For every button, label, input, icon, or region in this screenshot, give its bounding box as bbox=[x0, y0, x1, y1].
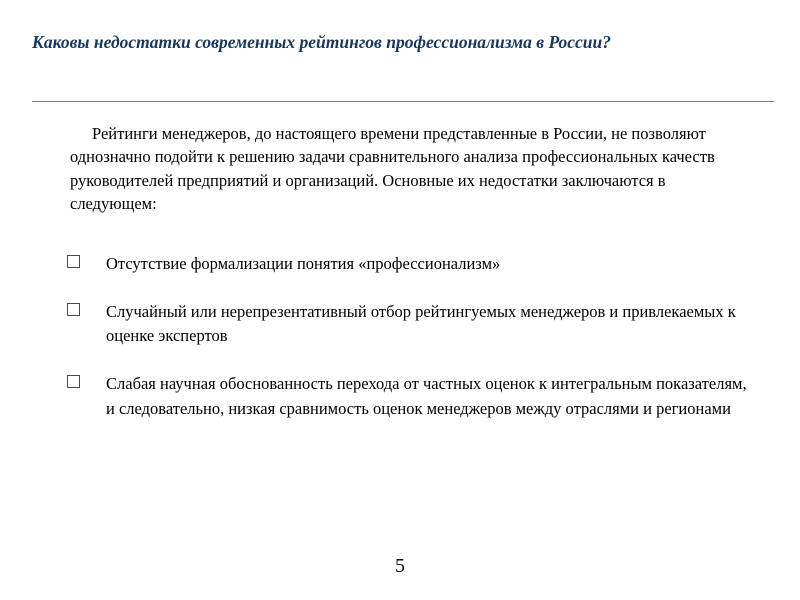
title-divider bbox=[32, 101, 774, 102]
list-item bbox=[52, 372, 752, 421]
list-item-label: Отсутствие формализации понятия «профессионализм» bbox=[106, 253, 501, 273]
intro-paragraph: Рейтинги менеджеров, до настоящего времени представленные в России, не позволяют однозначно подойти к решению задачи сравнительного анализа профессиональных качеств руководителей предприятий и организаций. Основные их недостатки заключаются в следующем: bbox=[70, 124, 715, 214]
empty-square-bullet-icon bbox=[67, 255, 80, 268]
empty-square-bullet-icon bbox=[67, 375, 80, 388]
body-content bbox=[52, 122, 752, 421]
page-title: Каковы недостатки современных рейтингов профессионализма в России? bbox=[32, 32, 612, 52]
page-number: 5 bbox=[395, 555, 405, 577]
list-item-label: Слабая научная обоснованность перехода от частных оценок к интегральным показателям, и следовательно, низкая сравнимость оценок менеджеров между отраслями и регионами bbox=[106, 374, 747, 418]
list-item bbox=[52, 300, 752, 349]
empty-square-bullet-icon bbox=[67, 303, 80, 316]
title-block bbox=[32, 30, 772, 55]
list-item bbox=[52, 252, 752, 276]
list-item-label: Случайный или нерепрезентативный отбор рейтингуемых менеджеров и привлекаемых к оценке экспертов bbox=[106, 301, 736, 346]
bullet-list bbox=[52, 252, 752, 421]
